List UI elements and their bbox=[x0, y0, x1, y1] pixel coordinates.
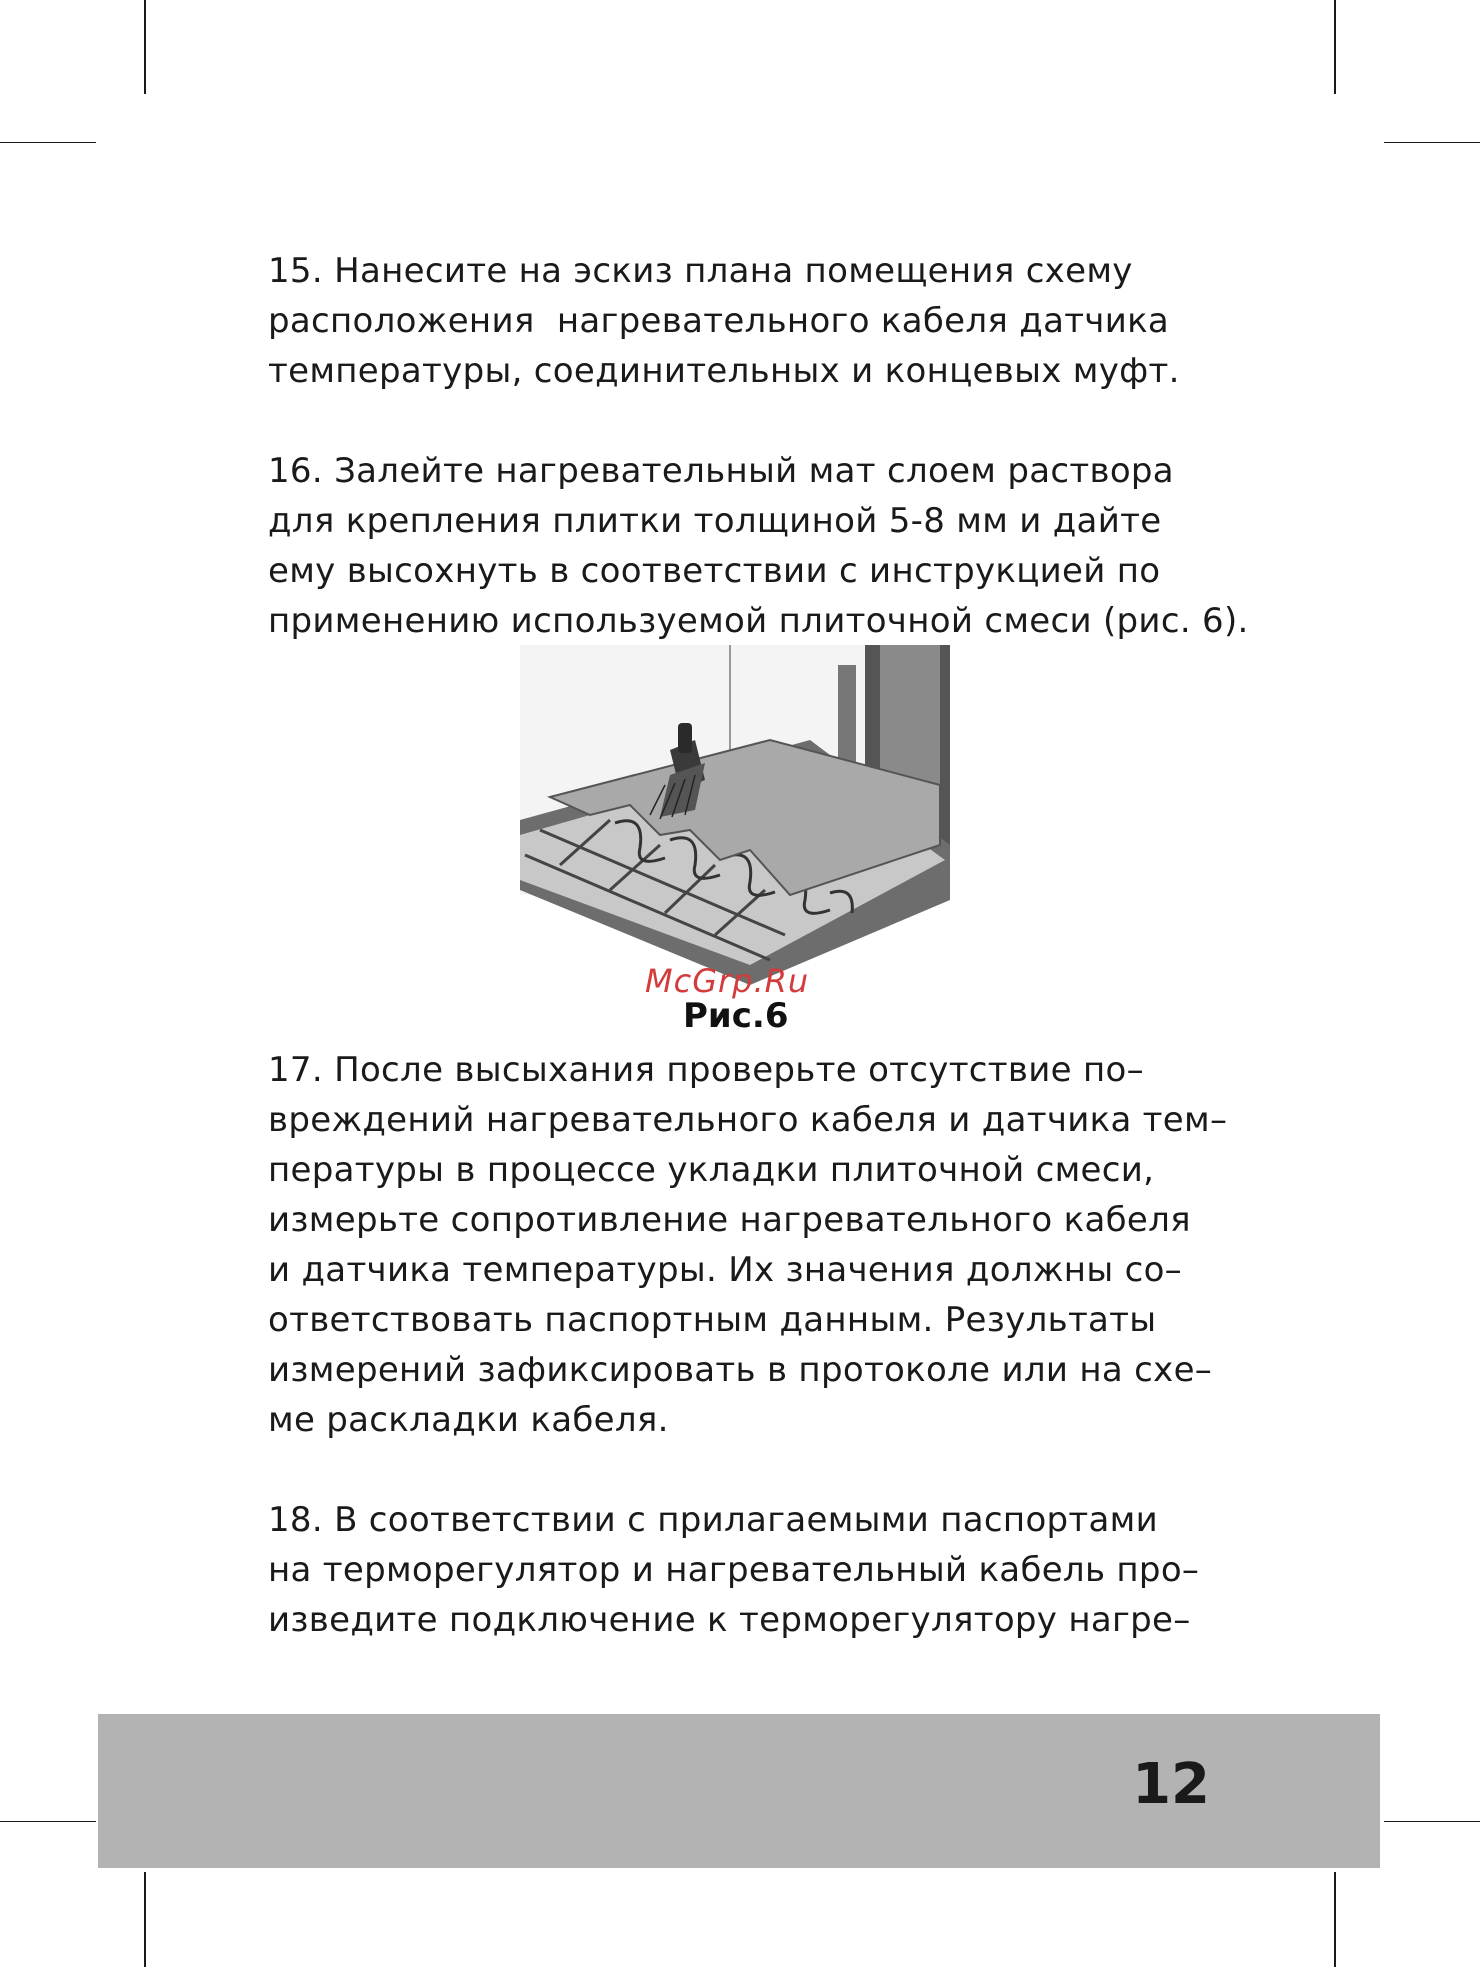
paragraph-line: на терморегулятор и нагревательный кабель про– bbox=[268, 1550, 1200, 1590]
paragraph-line: 15. Нанесите на эскиз плана помещения схему bbox=[268, 251, 1133, 291]
paragraph-line: 16. Залейте нагревательный мат слоем раствора bbox=[268, 451, 1174, 491]
paragraph-line: измерьте сопротивление нагревательного кабеля bbox=[268, 1200, 1191, 1240]
crop-mark-top-left bbox=[144, 0, 146, 94]
paragraph-line: и датчика температуры. Их значения должны со– bbox=[268, 1250, 1182, 1290]
crop-mark-right-bottom bbox=[1384, 1821, 1480, 1822]
paragraph-line: измерений зафиксировать в протоколе или на схе– bbox=[268, 1350, 1213, 1390]
paragraph-line: вреждений нагревательного кабеля и датчика тем– bbox=[268, 1100, 1228, 1140]
crop-mark-left-top bbox=[0, 142, 96, 143]
paragraph-line: 17. После высыхания проверьте отсутствие по– bbox=[268, 1050, 1144, 1090]
footer-bar bbox=[98, 1714, 1380, 1868]
paragraph-17 bbox=[268, 1045, 1288, 1445]
paragraph-line: 18. В соответствии с прилагаемыми паспортами bbox=[268, 1500, 1159, 1540]
paragraph-line: ме раскладки кабеля. bbox=[268, 1400, 669, 1440]
page-number: 12 bbox=[1132, 1752, 1210, 1817]
paragraph-line: применению используемой плиточной смеси (рис. 6). bbox=[268, 601, 1249, 641]
paragraph-line: пературы в процессе укладки плиточной смеси, bbox=[268, 1150, 1155, 1190]
crop-mark-bottom-right bbox=[1334, 1872, 1336, 1967]
paragraph-line: температуры, соединительных и концевых муфт. bbox=[268, 351, 1180, 391]
crop-mark-right-top bbox=[1384, 142, 1480, 143]
paragraph-18 bbox=[268, 1495, 1288, 1645]
paragraph-line: для крепления плитки толщиной 5-8 мм и дайте bbox=[268, 501, 1162, 541]
crop-mark-top-right bbox=[1334, 0, 1336, 94]
crop-mark-left-bottom bbox=[0, 1821, 96, 1822]
floor-heating-mat-illustration bbox=[520, 645, 950, 990]
figure-caption: Рис.6 bbox=[683, 996, 789, 1036]
paragraph-15 bbox=[268, 246, 1288, 396]
paragraph-16 bbox=[268, 446, 1288, 646]
paragraph-line: изведите подключение к терморегулятору нагре– bbox=[268, 1600, 1191, 1640]
paragraph-line: ответствовать паспортным данным. Результаты bbox=[268, 1300, 1157, 1340]
paragraph-line: ему высохнуть в соответствии с инструкцией по bbox=[268, 551, 1161, 591]
watermark: McGrp.Ru bbox=[645, 962, 810, 1000]
paragraph-line: расположения нагревательного кабеля датчика bbox=[268, 301, 1170, 341]
crop-mark-bottom-left bbox=[144, 1872, 146, 1967]
